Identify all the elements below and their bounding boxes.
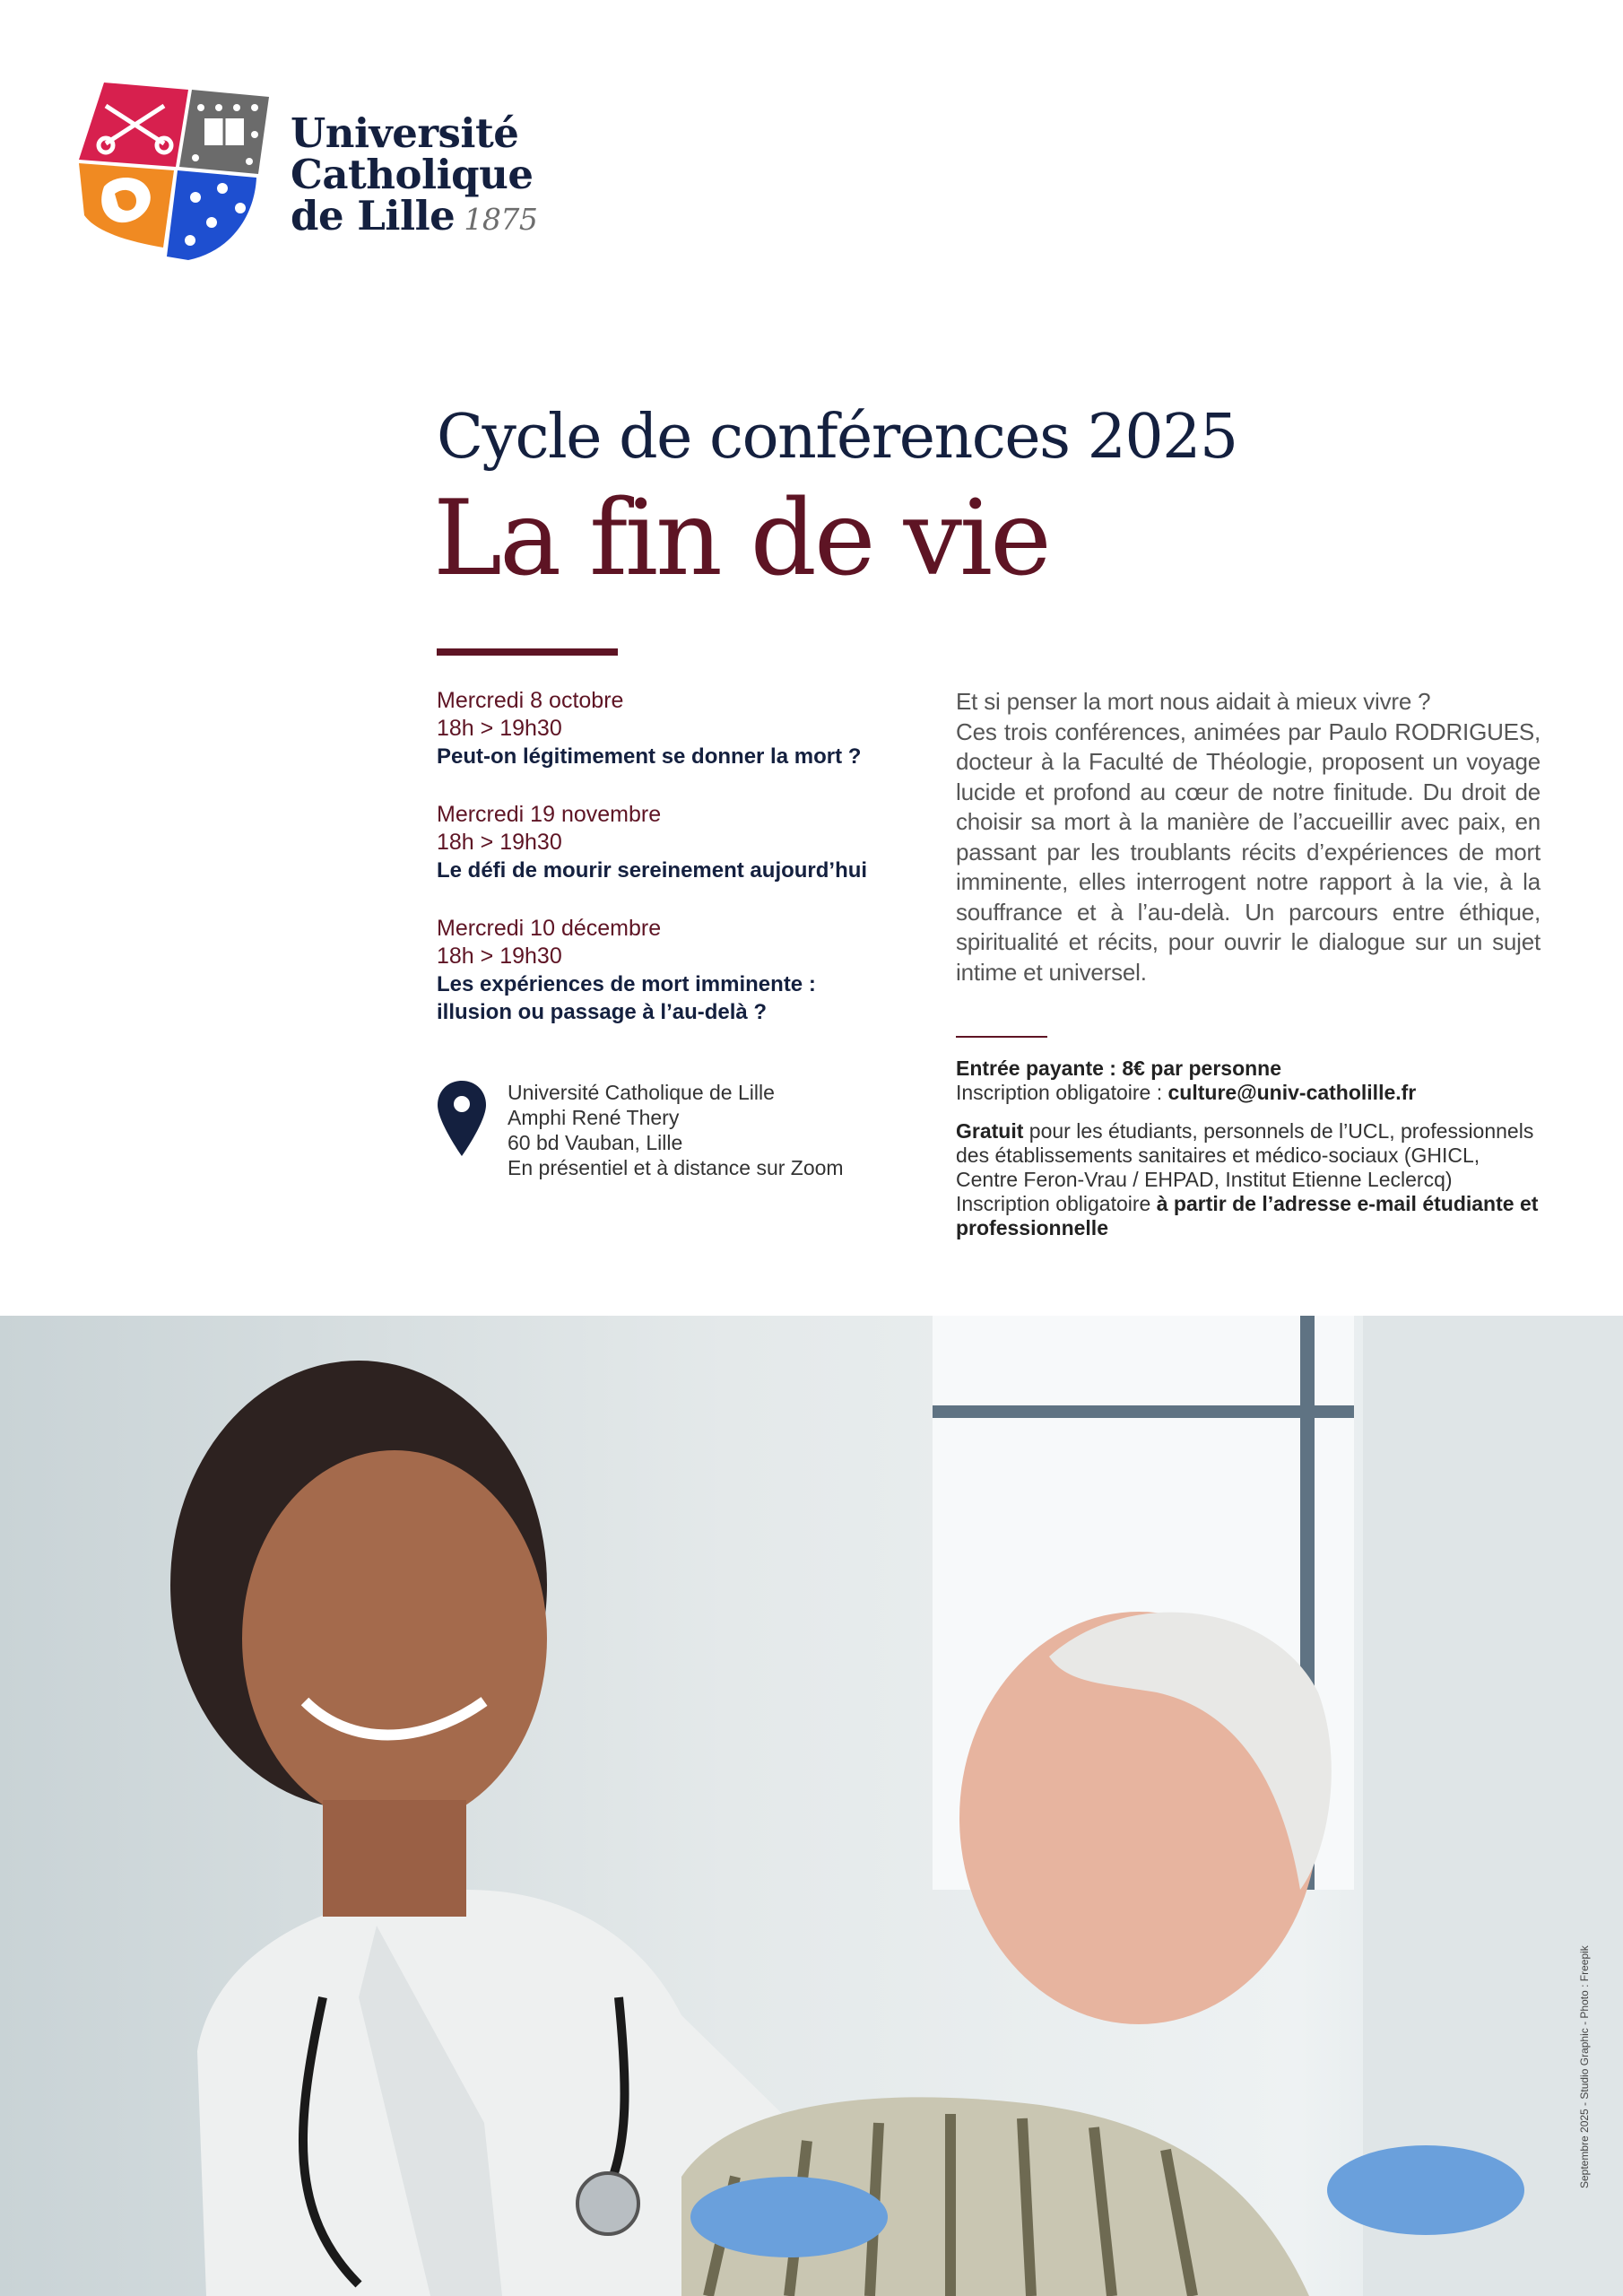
venue-room: Amphi René Thery — [508, 1106, 680, 1129]
free-entry-label: Gratuit — [956, 1119, 1024, 1143]
photo-credit: Septembre 2025 - Studio Graphic - Photo : Freepik — [1578, 1945, 1591, 2188]
coat-of-arms-icon — [79, 83, 269, 260]
session-date: Mercredi 8 octobre — [437, 688, 624, 713]
session-time: 18h > 19h30 — [437, 830, 562, 855]
logo-line-1: Université — [291, 109, 519, 157]
session-topic: Le défi de mourir sereinement aujourd’hui — [437, 858, 868, 883]
session-time: 18h > 19h30 — [437, 716, 562, 741]
session-topic-line-2: illusion ou passage à l’au-delà ? — [437, 1000, 768, 1024]
logo-line-3: de Lille — [291, 192, 456, 239]
pricing-info — [956, 1057, 1541, 1255]
logo-wordmark — [291, 109, 538, 240]
description-lead: Et si penser la mort nous aidait à mieux vivre ? — [956, 688, 1431, 715]
map-pin-icon — [436, 1079, 488, 1160]
description-divider — [956, 1036, 1047, 1038]
logo-line-2: Catholique — [291, 151, 534, 198]
contact-email-link[interactable]: culture@univ-catholille.fr — [1167, 1081, 1417, 1104]
session-item — [437, 687, 903, 770]
free-entry-text: pour les étudiants, personnels de l’UCL, professionnels des établissements sanitaires et médico-sociaux (GHICL, Centre Feron-Vrau / EHPAD, Institut Etienne Leclercq) — [956, 1119, 1534, 1191]
paid-entry-label: Entrée payante : 8€ par personne — [956, 1057, 1282, 1080]
venue-address — [508, 1080, 929, 1180]
venue-mode: En présentiel et à distance sur Zoom — [508, 1156, 844, 1179]
event-description — [956, 687, 1541, 987]
title-divider — [437, 648, 618, 656]
session-list — [437, 687, 903, 1057]
cycle-title: Cycle de conférences 2025 — [437, 402, 1237, 473]
session-date: Mercredi 19 novembre — [437, 802, 662, 827]
session-topic: Peut-on légitimement se donner la mort ? — [437, 744, 862, 769]
venue-name: Université Catholique de Lille — [508, 1081, 775, 1104]
session-item — [437, 801, 903, 884]
session-topic-line-1: Les expériences de mort imminente : — [437, 972, 816, 996]
hero-photo — [0, 1316, 1623, 2296]
session-date: Mercredi 10 décembre — [437, 916, 662, 941]
registration-prefix: Inscription obligatoire : — [956, 1081, 1168, 1104]
description-body: Ces trois conférences, animées par Paulo RODRIGUES, docteur à la Faculté de Théologie, proposent un voyage lucide et profond au cœur de notre finitude. Du droit de choisir sa mort à la manière de l’accueillir avec paix, en passant par les troublants récits d’expériences de mort imminente, elles interrogent notre rapport à la vie, à la souffrance et à l’au-delà. Un parcours entre éthique, spiritualité et récits, pour ouvrir le dialogue sur un sujet intime et universel. — [956, 718, 1541, 986]
free-registration-note: à partir de l’adresse e-mail étudiante et professionnelle — [956, 1192, 1539, 1239]
session-item — [437, 915, 903, 1026]
logo-year: 1875 — [464, 202, 538, 237]
venue-street: 60 bd Vauban, Lille — [508, 1131, 683, 1154]
page-title: La fin de vie — [433, 478, 1049, 599]
free-registration-prefix: Inscription obligatoire — [956, 1192, 1157, 1215]
session-time: 18h > 19h30 — [437, 944, 562, 969]
